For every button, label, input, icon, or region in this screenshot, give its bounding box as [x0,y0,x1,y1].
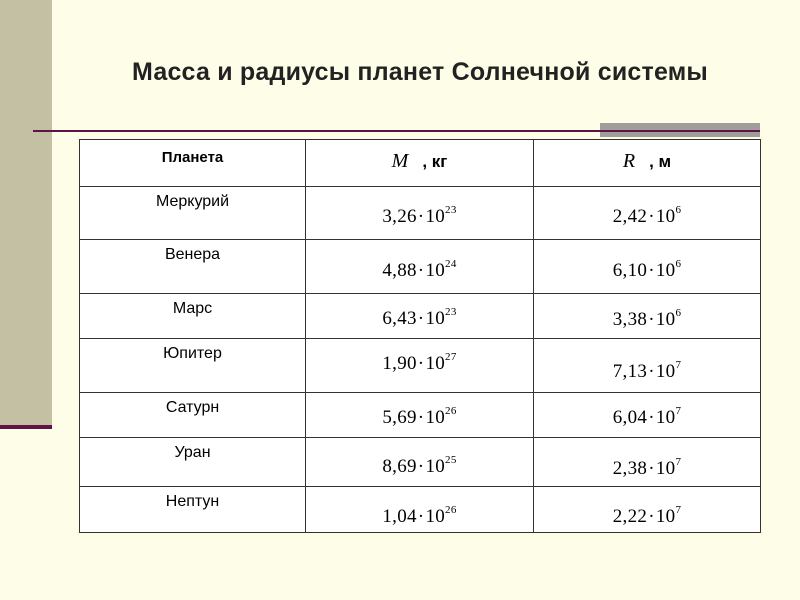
mass-exponent: 23 [445,306,457,318]
radius-value [534,187,761,240]
divider-line-segment [600,130,760,132]
radius-symbol: R [622,150,636,172]
title-divider-line [33,130,600,132]
mass-mantissa: 4,88 [382,260,417,281]
radius-value [534,240,761,294]
mass-value [306,187,534,240]
radius-unit: , м [649,152,672,171]
multiply-dot: · [417,456,425,477]
mass-exponent: 26 [445,405,457,417]
radius-value [534,294,761,339]
table-row [80,339,761,393]
multiply-dot: · [417,407,425,428]
radius-mantissa: 3,38 [612,309,648,330]
base-ten: 10 [655,506,676,527]
header-planet-label: Планета [161,149,224,166]
multiply-dot: · [648,206,655,227]
radius-exponent: 7 [675,504,682,516]
mass-exponent: 23 [445,204,457,216]
radius-mantissa: 2,22 [612,506,648,527]
base-ten: 10 [425,260,446,281]
mass-value [306,487,534,533]
base-ten: 10 [425,206,446,227]
multiply-dot: · [648,407,655,428]
radius-mantissa: 7,13 [612,361,648,382]
table-row [80,487,761,533]
side-bar-accent-line [0,425,52,429]
base-ten: 10 [655,206,676,227]
mass-exponent: 24 [445,258,457,270]
mass-unit: , кг [422,152,448,171]
radius-exponent: 7 [675,456,682,468]
base-ten: 10 [425,308,446,329]
radius-mantissa: 2,42 [612,206,648,227]
mass-value [306,393,534,438]
mass-exponent: 25 [445,454,457,466]
planet-name: Марс [80,294,306,339]
header-mass [306,140,534,187]
base-ten: 10 [655,361,676,382]
planet-name: Сатурн [80,393,306,438]
multiply-dot: · [648,458,655,479]
mass-exponent: 26 [445,504,457,516]
mass-mantissa: 3,26 [382,206,417,227]
table-row [80,393,761,438]
mass-mantissa: 8,69 [382,456,417,477]
table-row [80,438,761,487]
header-planet [80,140,306,187]
multiply-dot: · [417,260,425,281]
base-ten: 10 [425,353,446,374]
multiply-dot: · [417,506,425,527]
multiply-dot: · [648,309,655,330]
planet-name: Венера [80,240,306,294]
mass-symbol: M [391,150,409,172]
mass-mantissa: 6,43 [382,308,417,329]
planet-name: Уран [80,438,306,487]
mass-mantissa: 1,90 [382,353,417,374]
mass-value [306,438,534,487]
page-title: Масса и радиусы планет Солнечной системы [132,58,708,86]
mass-value [306,294,534,339]
base-ten: 10 [655,260,676,281]
mass-exponent: 27 [445,351,457,363]
radius-mantissa: 2,38 [612,458,648,479]
mass-mantissa: 1,04 [382,506,417,527]
radius-exponent: 7 [675,405,682,417]
multiply-dot: · [648,506,655,527]
mass-value [306,240,534,294]
base-ten: 10 [425,407,446,428]
planet-name: Юпитер [80,339,306,393]
mass-value [306,339,534,393]
radius-exponent: 6 [675,307,682,319]
mass-mantissa: 5,69 [382,407,417,428]
planet-name: Нептун [80,487,306,533]
base-ten: 10 [425,456,446,477]
planet-name: Меркурий [80,187,306,240]
radius-value [534,438,761,487]
multiply-dot: · [648,361,655,382]
base-ten: 10 [655,407,676,428]
table-row [80,294,761,339]
multiply-dot: · [417,308,425,329]
radius-value [534,393,761,438]
table-row [80,240,761,294]
base-ten: 10 [655,309,676,330]
table-header-row [80,140,761,187]
radius-exponent: 7 [675,359,682,371]
table-row [80,187,761,240]
multiply-dot: · [417,353,425,374]
multiply-dot: · [648,260,655,281]
base-ten: 10 [425,506,446,527]
radius-mantissa: 6,10 [612,260,648,281]
planet-table [79,139,761,533]
base-ten: 10 [655,458,676,479]
radius-value [534,339,761,393]
header-radius [534,140,761,187]
radius-mantissa: 6,04 [612,407,648,428]
radius-value [534,487,761,533]
radius-exponent: 6 [675,258,682,270]
radius-exponent: 6 [675,204,682,216]
multiply-dot: · [417,206,425,227]
